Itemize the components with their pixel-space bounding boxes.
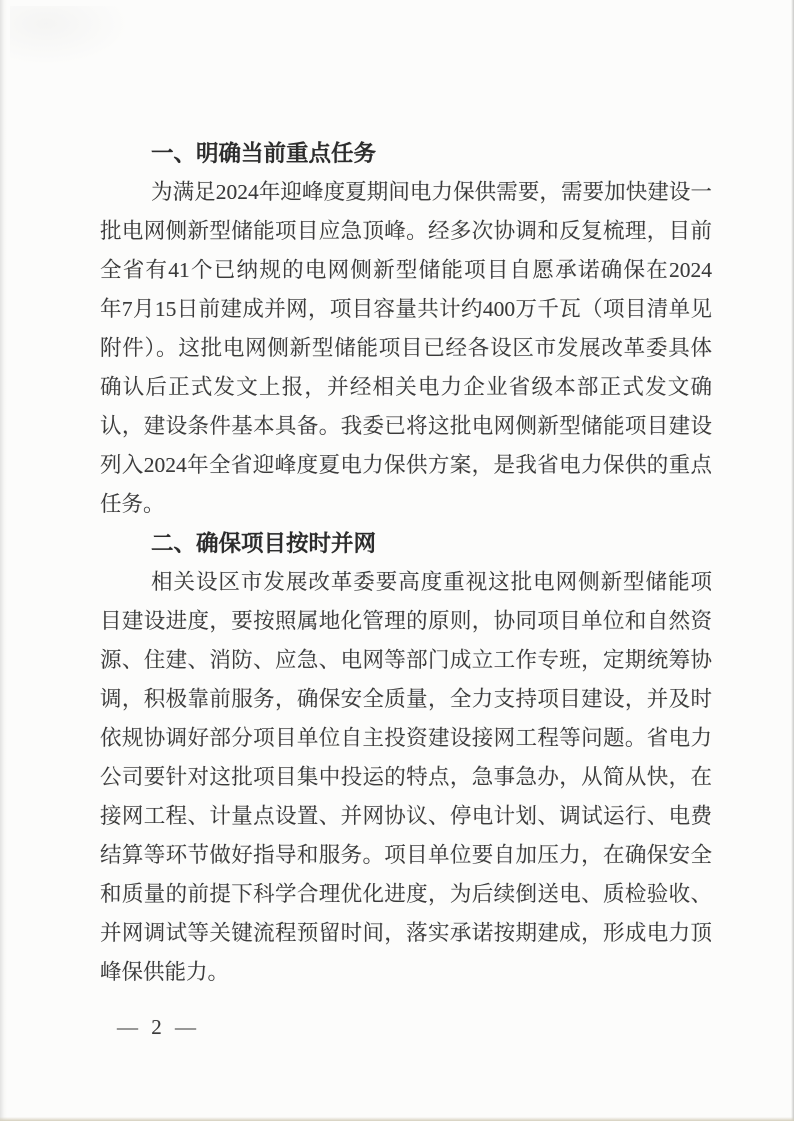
document-line: 源、住建、消防、应急、电网等部门成立工作专班，定期统筹协 <box>100 648 712 672</box>
document-line: 任务。 <box>100 492 165 516</box>
document-line: 相关设区市发展改革委要高度重视这批电网侧新型储能项 <box>151 570 712 594</box>
document-line: 接网工程、计量点设置、并网协议、停电计划、调试运行、电费 <box>100 804 712 828</box>
scan-edge-bottom <box>0 1117 794 1121</box>
document-line: 列入2024年全省迎峰度夏电力保供方案，是我省电力保供的重点 <box>100 453 712 477</box>
document-line: 峰保供能力。 <box>100 960 230 984</box>
page-number: — 2 — <box>117 1015 200 1039</box>
document-line: 二、确保项目按时并网 <box>151 531 377 556</box>
document-line: 依规协调好部分项目单位自主投资建设接网工程等问题。省电力 <box>100 726 712 750</box>
document-line: 和质量的前提下科学合理优化进度，为后续倒送电、质检验收、 <box>100 882 712 906</box>
document-line: 结算等环节做好指导和服务。项目单位要自加压力，在确保安全 <box>100 843 712 867</box>
document-line: 公司要针对这批项目集中投运的特点，急事急办，从简从快，在 <box>100 765 712 789</box>
document-line: 并网调试等关键流程预留时间，落实承诺按期建成，形成电力顶 <box>100 921 712 945</box>
document-line: 调，积极靠前服务，确保安全质量，全力支持项目建设，并及时 <box>100 687 712 711</box>
document-line: 目建设进度，要按照属地化管理的原则，协同项目单位和自然资 <box>100 609 712 633</box>
document-line: 为满足2024年迎峰度夏期间电力保供需要，需要加快建设一 <box>151 180 712 204</box>
document-line: 年7月15日前建成并网，项目容量共计约400万千瓦（项目清单见 <box>100 297 712 321</box>
document-body <box>100 134 712 992</box>
document-line: 全省有41个已纳规的电网侧新型储能项目自愿承诺确保在2024 <box>100 258 712 282</box>
document-line: 确认后正式发文上报，并经相关电力企业省级本部正式发文确 <box>100 375 712 399</box>
scan-smudge <box>10 6 130 66</box>
document-line: 认，建设条件基本具备。我委已将这批电网侧新型储能项目建设 <box>100 414 712 438</box>
document-line: 一、明确当前重点任务 <box>151 141 377 166</box>
document-line: 批电网侧新型储能项目应急顶峰。经多次协调和反复梳理，目前 <box>100 219 712 243</box>
document-line: 附件）。这批电网侧新型储能项目已经各设区市发展改革委具体 <box>100 336 712 360</box>
scan-edge-left <box>0 0 7 1121</box>
